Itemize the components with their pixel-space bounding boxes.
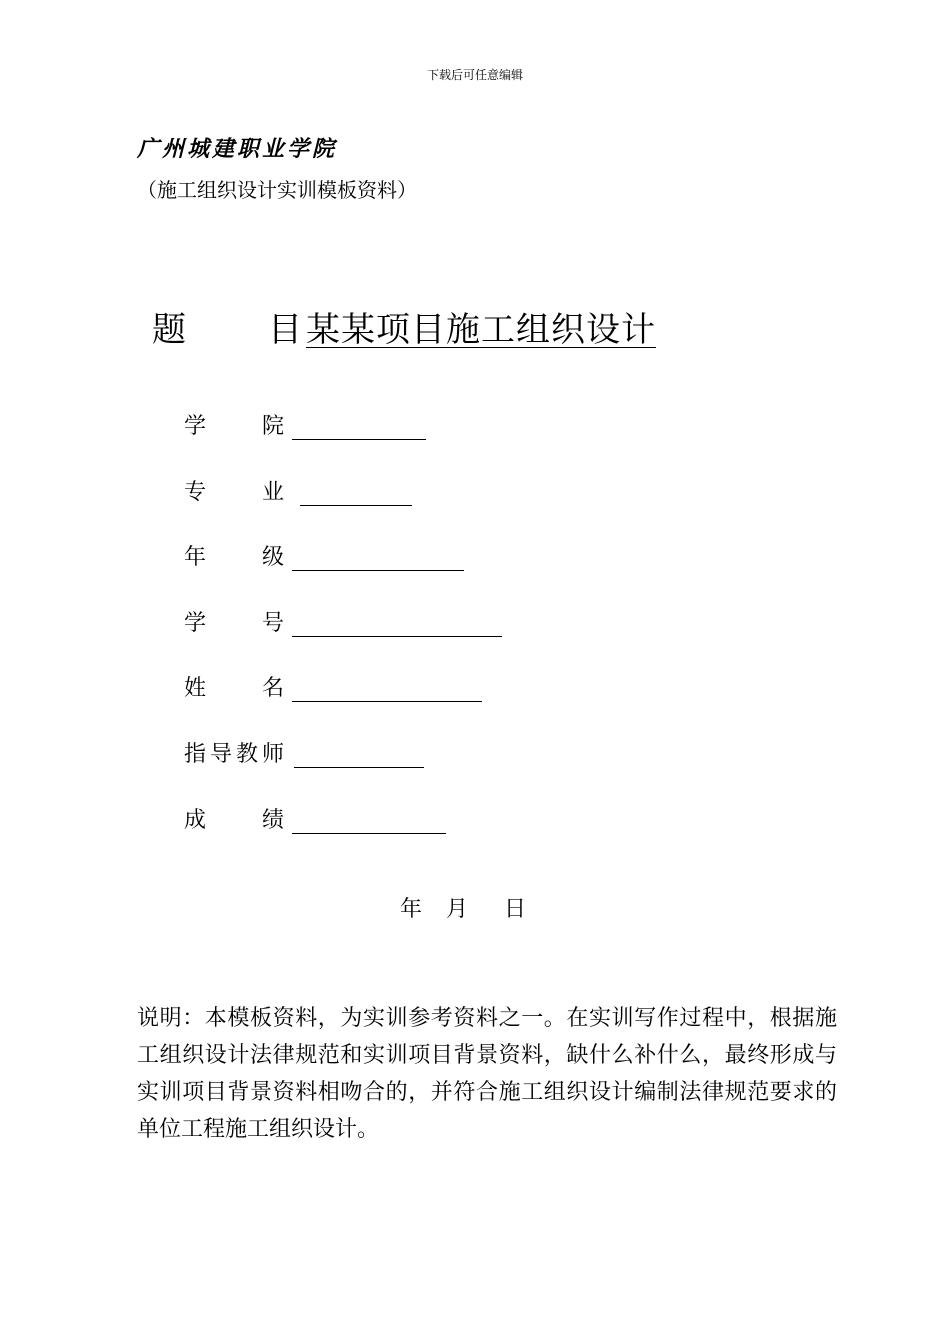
document-subtitle: （施工组织设计实训模板资料） (137, 178, 417, 202)
field-major-label (184, 475, 284, 506)
field-grade (184, 539, 464, 571)
field-name-blank[interactable] (292, 675, 482, 702)
field-major-char-2: 业 (262, 480, 285, 505)
field-name-char-1: 姓 (184, 676, 207, 701)
field-advisor-label: 指导教师 (184, 742, 289, 767)
field-college-char-1: 学 (184, 414, 207, 439)
date-year: 年 (400, 897, 423, 922)
field-advisor-blank[interactable] (294, 741, 424, 768)
field-major-char-1: 专 (184, 480, 207, 505)
field-advisor (184, 736, 424, 768)
date-month: 月 (446, 897, 469, 922)
field-score-label (184, 803, 284, 834)
field-major (184, 474, 412, 506)
field-student-id-blank[interactable] (292, 610, 502, 637)
field-college-blank[interactable] (292, 413, 426, 440)
title-label-char-1: 题 (152, 310, 186, 350)
header-note: 下载后可任意编辑 (426, 68, 523, 82)
title-label-char-2: 目 (268, 310, 302, 350)
field-score-blank[interactable] (292, 807, 446, 834)
field-student-id-char-1: 学 (184, 611, 207, 636)
field-score-char-1: 成 (184, 808, 207, 833)
title-label (152, 302, 306, 351)
field-student-id-char-2: 号 (262, 611, 285, 636)
instruction-note: 说明：本模板资料，为实训参考资料之一。在实训写作过程中，根据施工组织设计法律规范和实训项目背景资料，缺什么补什么，最终形成与实训项目背景资料相吻合的，并符合施工组织设计编制法律规范要求的单位工程施工组织设计。 (137, 1006, 837, 1142)
field-major-blank[interactable] (300, 479, 412, 506)
field-college (184, 408, 426, 440)
field-college-label (184, 409, 284, 440)
field-student-id-label (184, 606, 284, 637)
field-grade-label (184, 540, 284, 571)
field-name-char-2: 名 (262, 676, 285, 701)
field-grade-char-2: 级 (262, 545, 285, 570)
field-grade-blank[interactable] (292, 544, 464, 571)
field-name-label (184, 671, 284, 702)
school-name: 广州城建职业学院 (137, 136, 338, 162)
field-score-char-2: 绩 (262, 808, 285, 833)
date-row (400, 892, 526, 923)
field-score (184, 802, 446, 834)
field-grade-char-1: 年 (184, 545, 207, 570)
field-college-char-2: 院 (262, 414, 285, 439)
field-name (184, 670, 482, 702)
project-title: 某某项目施工组织设计 (306, 310, 656, 350)
date-day: 日 (504, 897, 527, 922)
title-row (152, 302, 656, 350)
field-student-id (184, 605, 502, 637)
